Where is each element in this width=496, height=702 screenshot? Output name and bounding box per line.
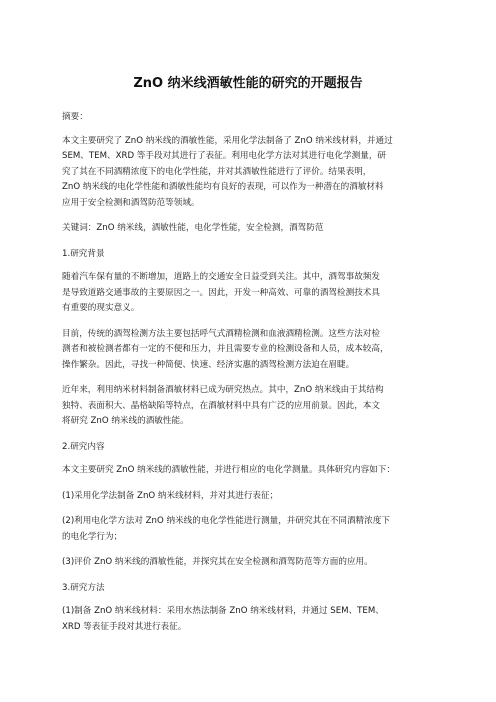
section-1-heading: 1.研究背景 (62, 248, 105, 259)
paragraph-line: 随着汽车保有量的不断增加，道路上的交通安全日益受到关注。其中，酒驾事故频发 (62, 272, 380, 282)
paragraph-line: (1)制备 ZnO 纳米线材料：采用水热法制备 ZnO 纳米线材料，并通过 SEM、TEM、 (62, 606, 384, 616)
abstract-label: 摘要： (62, 112, 88, 122)
section-2-intro: 本文主要研究 ZnO 纳米线的酒敏性能，并进行相应的电化学测量。具体研究内容如下： (62, 465, 395, 475)
document-title: ZnO 纳米线酒敏性能的研究的开题报告 (133, 76, 363, 91)
section-3-item-1 (62, 604, 462, 635)
abstract-line: 应用于安全检测和酒驾防范等领域。 (62, 197, 200, 208)
paragraph-line: 测者和被检测者都有一定的不便和压力，并且需要专业的检测设备和人员，成本较高， (62, 344, 389, 354)
abstract-line: SEM、TEM、XRD 等手段对其进行了表征。利用电化学方法对其进行电化学测量，研 (62, 151, 387, 161)
section-2-item-1: (1)采用化学法制备 ZnO 纳米线材料，并对其进行表征； (62, 490, 279, 501)
paragraph-line: 独特、表面积大、晶格缺陷等特点，在酒敏材料中具有广泛的应用前景。因此，本文 (62, 400, 380, 411)
section-2-heading: 2.研究内容 (62, 441, 105, 452)
section-1-paragraph-1 (62, 270, 462, 317)
section-2-item-2 (62, 514, 462, 545)
section-3-heading: 3.研究方法 (62, 582, 105, 593)
abstract-line: 究了其在不同酒精浓度下的电化学性能，并对其酒敏性能进行了评价。结果表明， (62, 166, 372, 177)
paragraph-line: 将研究 ZnO 纳米线的酒敏性能。 (62, 416, 189, 426)
paragraph-line: 是导致道路交通事故的主要原因之一。因此，开发一种高效、可靠的酒驾检测技术具 (62, 287, 380, 298)
document-body (62, 110, 462, 645)
abstract-line: ZnO 纳米线的电化学性能和酒敏性能均有良好的表现，可以作为一种潜在的酒敏材料 (62, 182, 384, 192)
section-2-item-3: (3)评价 ZnO 纳米线的酒敏性能，并探究其在安全检测和酒驾防范等方面的应用。 (62, 557, 373, 567)
section-1-paragraph-2 (62, 327, 462, 374)
paragraph-line: 近年来，利用纳米材料制备酒敏材料已成为研究热点。其中，ZnO 纳米线由于其结构 (62, 385, 384, 395)
paragraph-line: (2)利用电化学方法对 ZnO 纳米线的电化学性能进行测量，并研究其在不同酒精浓度下 (62, 516, 390, 526)
section-1-paragraph-3 (62, 383, 462, 430)
paragraph-line: XRD 等表征手段对其进行表征。 (62, 621, 187, 632)
abstract-paragraph (62, 134, 462, 212)
paragraph-line: 的电化学行为； (62, 531, 123, 542)
paragraph-line: 有重要的现实意义。 (62, 303, 140, 313)
paragraph-line: 目前，传统的酒驾检测方法主要包括呼气式酒精检测和血液酒精检测。这些方法对检 (62, 328, 380, 339)
paragraph-line: 操作繁杂。因此，寻找一种简便、快速、经济实惠的酒驾检测方法迫在眉睫。 (62, 359, 355, 370)
keywords-line: 关键词：ZnO 纳米线，酒敏性能，电化学性能，安全检测，酒驾防范 (62, 223, 324, 233)
abstract-line: 本文主要研究了 ZnO 纳米线的酒敏性能，采用化学法制备了 ZnO 纳米线材料，并通过 (62, 135, 393, 146)
